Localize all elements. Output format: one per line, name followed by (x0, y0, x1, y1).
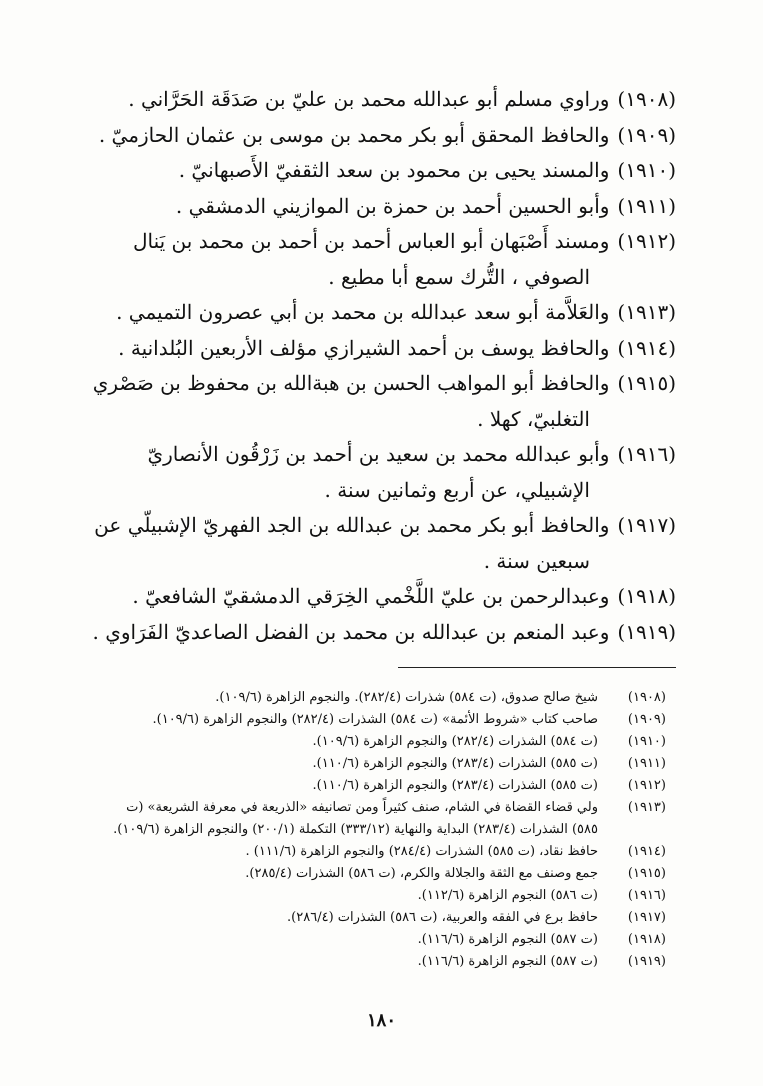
footnote-number: (١٩١٨) (627, 932, 666, 947)
footnote-1912 (100, 775, 666, 797)
footnote-number: (١٩١٩) (627, 954, 666, 969)
entry-text: والمسند يحيى بن محمود بن سعد الثقفيّ الأَصبهانيّ . (178, 158, 610, 182)
footnote-text: (ت ٥٨٥) الشذرات (٢٨٣/٤) والنجوم الزاهرة (١١٠/٦). (312, 778, 598, 793)
footnote-text: (ت ٥٨٦) النجوم الزاهرة (١١٢/٦). (417, 888, 598, 903)
footnote-text: حافظ نقاد، (ت ٥٨٥) الشذرات (٢٨٤/٤) والنجوم الزاهرة (١١١/٦) . (245, 844, 598, 859)
entry-text: والحافظ المحقق أبو بكر محمد بن موسى بن عثمان الحازميّ . (98, 122, 610, 147)
footnotes-list (100, 687, 666, 973)
entry-1918 (90, 579, 676, 615)
entry-number: (١٩١٨) (617, 584, 676, 608)
footnote-number: (١٩١٣) (627, 800, 666, 815)
entry-1910 (90, 153, 676, 189)
entry-1916 (90, 437, 676, 473)
entry-1911 (90, 189, 676, 225)
entry-text: وعبدالرحمن بن عليّ اللَّخْمي الخِرَقي الدمشقيّ الشافعيّ . (132, 584, 610, 608)
footnote-number: (١٩٠٩) (627, 712, 666, 727)
entry-1913 (90, 295, 676, 331)
footnote-text: جمع وصنف مع الثقة والجلالة والكرم، (ت ٥٨٦) الشذرات (٢٨٥/٤). (245, 866, 598, 881)
footnote-text: (ت ٥٨٧) النجوم الزاهرة (١١٦/٦). (417, 932, 598, 947)
entry-text: والحافظ أبو المواهب الحسن بن هبةالله بن محفوظ بن صَصْري (92, 371, 610, 395)
footnote-1908 (100, 687, 666, 709)
entry-number: (١٩١٢) (617, 229, 676, 253)
entry-1917 (90, 508, 676, 544)
footnote-number: (١٩١٠) (627, 734, 666, 749)
footnote-1916 (100, 885, 666, 907)
entry-number: (١٩١٥) (617, 371, 676, 395)
entry-text: ومسند أَصْبَهان أبو العباس أحمد بن أحمد بن محمد بن يَنال (132, 229, 610, 253)
footnote-number: (١٩١٦) (627, 888, 666, 903)
entry-text: والحافظ أبو بكر محمد بن عبدالله بن الجد الفهريّ الإشبيلّي عن (94, 513, 610, 537)
footnote-number: (١٩١١) (627, 756, 666, 771)
entry-number: (١٩١١) (617, 193, 676, 218)
footnote-text: شيخ صالح صدوق، (ت ٥٨٤) شذرات (٢٨٢/٤). والنجوم الزاهرة (١٠٩/٦). (215, 690, 598, 705)
footnote-1911 (100, 753, 666, 775)
entry-1919 (90, 615, 676, 651)
footnote-text: حافظ برع في الفقه والعربية، (ت ٥٨٦) الشذرات (٢٨٦/٤). (287, 910, 598, 925)
entry-text: وعبد المنعم بن عبدالله بن محمد بن الفضل الصاعديّ الفَرَاوي . (92, 619, 610, 644)
entry-1912-continuation: الصوفي ، التُّرك سمع أبا مطيع . (328, 264, 590, 289)
footnote-divider (398, 667, 676, 668)
entry-number: (١٩١٦) (617, 442, 676, 466)
footnote-number: (١٩١٧) (627, 910, 666, 925)
footnote-number: (١٩١٥) (627, 866, 666, 881)
entry-1915 (90, 366, 676, 402)
entry-number: (١٩٠٩) (617, 122, 676, 147)
entry-number: (١٩٠٨) (617, 87, 676, 111)
footnote-1915 (100, 863, 666, 885)
entry-text: وراوي مسلم أبو عبدالله محمد بن عليّ بن صَدَقَة الحَرَّاني . (128, 87, 610, 111)
entry-number: (١٩١٠) (617, 158, 676, 182)
footnote-1909 (100, 709, 666, 731)
entry-1915-continuation: التغلبيّ، كهلا . (477, 406, 590, 431)
entry-text: وأبو عبدالله محمد بن سعيد بن أحمد بن زَرْقُون الأنصاريّ (147, 442, 610, 466)
entry-text: والحافظ يوسف بن أحمد الشيرازي مؤلف الأربعين البُلدانية . (118, 335, 610, 360)
footnote-text: (ت ٥٨٤) الشذرات (٢٨٢/٤) والنجوم الزاهرة (١٠٩/٦). (312, 734, 598, 749)
footnote-1917 (100, 907, 666, 929)
entry-text: والعَلاَّمة أبو سعد عبدالله بن محمد بن أبي عصرون التميمي . (116, 300, 610, 324)
entry-1912 (90, 224, 676, 260)
entry-1914 (90, 331, 676, 367)
footnote-text: (ت ٥٨٧) النجوم الزاهرة (١١٦/٦). (417, 954, 598, 969)
footnote-number: (١٩١٤) (627, 844, 666, 859)
entry-1909 (90, 118, 676, 154)
footnote-text: (ت ٥٨٥) الشذرات (٢٨٣/٤) والنجوم الزاهرة (١١٠/٦). (312, 756, 598, 771)
footnote-number: (١٩١٢) (627, 778, 666, 793)
footnote-1919 (100, 951, 666, 973)
entries-list (90, 82, 676, 650)
entry-1917-continuation: سبعين سنة . (483, 548, 590, 573)
page-number: ١٨٠ (366, 1010, 396, 1031)
footnote-1910 (100, 731, 666, 753)
entry-1916-continuation: الإشبيلي، عن أربع وثمانين سنة . (324, 477, 590, 502)
footnote-text: صاحب كتاب «شروط الأئمة» (ت ٥٨٤) الشذرات (٢٨٢/٤) والنجوم الزاهرة (١٠٩/٦). (152, 712, 598, 727)
footnote-1918 (100, 929, 666, 951)
entry-text: وأبو الحسين أحمد بن حمزة بن الموازيني الدمشقي . (175, 193, 610, 218)
entry-number: (١٩١٧) (617, 513, 676, 537)
footnote-number: (١٩٠٨) (627, 690, 666, 705)
footnote-1914 (100, 841, 666, 863)
entry-number: (١٩١٤) (617, 335, 676, 360)
entry-number: (١٩١٩) (617, 619, 676, 644)
footnote-text: ولي قضاء القضاة في الشام، صنف كثيراً ومن تصانيفه «الذريعة في معرفة الشريعة» (ت ٥٨٥) الشذرات (٢٨٣/٤) البداية والنهاية (٣٣٣/١٢) التكملة (٢٠٠/١) والنجوم الزاهرة (١٠٩/٦). (113, 800, 598, 837)
entry-number: (١٩١٣) (617, 300, 676, 324)
entry-1908 (90, 82, 676, 118)
footnote-1913 (100, 797, 666, 841)
